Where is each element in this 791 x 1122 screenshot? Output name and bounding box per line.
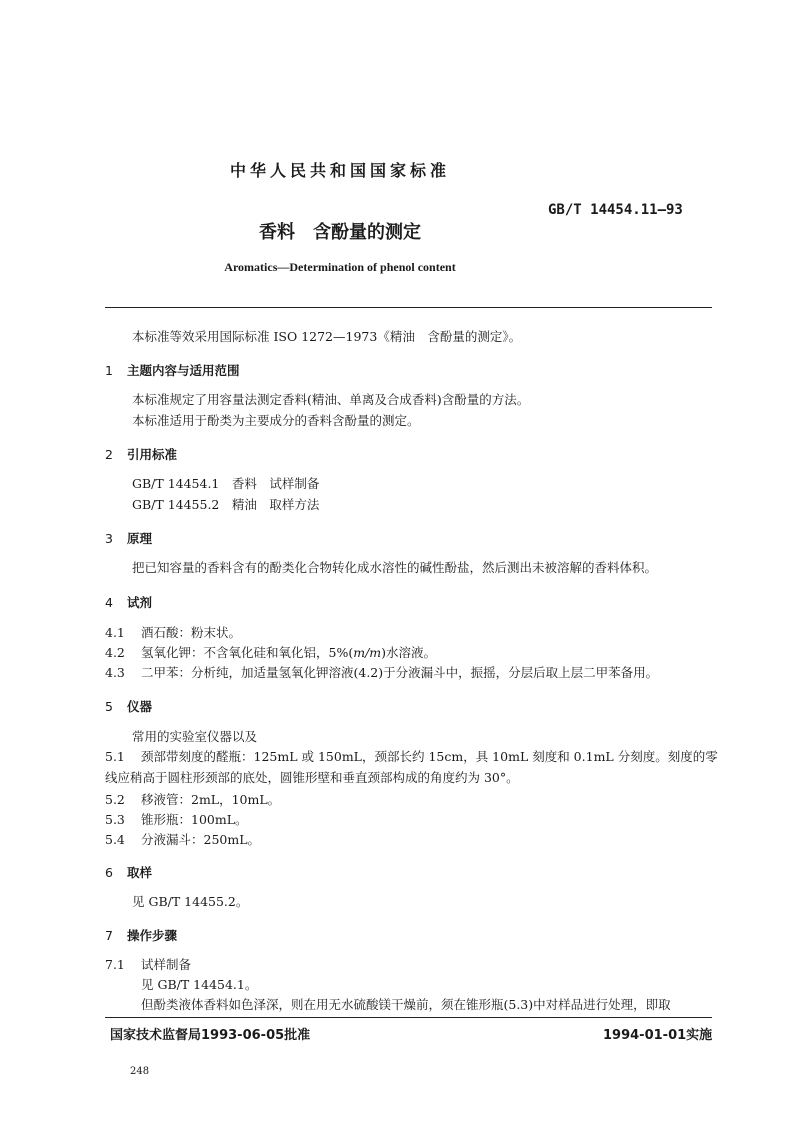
reagent-4-2 [105, 643, 436, 661]
section-7-number: 7 [105, 928, 113, 943]
apparatus-5-4-text: 分液漏斗：250mL。 [141, 832, 261, 847]
section-5-heading [105, 697, 152, 715]
reagent-4-1-number: 4.1 [105, 625, 125, 640]
section-4-number: 4 [105, 595, 113, 610]
section-4-title: 试剂 [127, 595, 153, 610]
approval-date: 国家技术监督局1993-06-05批准 [110, 1028, 311, 1043]
apparatus-5-1-continued: 线应稍高于圆柱形颈部的底处，圆锥形壁和垂直颈部构成的角度约为 30°。 [105, 770, 519, 785]
section-1-heading [105, 361, 240, 379]
page-number: 248 [130, 1066, 150, 1077]
apparatus-5-3-number: 5.3 [105, 812, 125, 827]
english-title: Aromatics—Determination of phenol content [224, 260, 456, 274]
reagent-4-2-number: 4.2 [105, 645, 125, 660]
intro-paragraph: 本标准等效采用国际标准 ISO 1272—1973《精油 含酚量的测定》。 [132, 329, 522, 344]
section-1-number: 1 [105, 363, 113, 378]
procedure-7-1-text: 试样制备 [141, 957, 192, 972]
header-divider [105, 307, 712, 308]
reagent-4-3 [105, 663, 658, 681]
section-7-heading [105, 926, 177, 944]
apparatus-5-3 [105, 810, 248, 828]
section-2-title: 引用标准 [127, 447, 178, 462]
section-3-heading [105, 529, 152, 547]
apparatus-5-2-text: 移液管：2mL，10mL。 [141, 792, 281, 807]
section-5-title: 仪器 [127, 699, 153, 714]
section-5-intro: 常用的实验室仪器以及 [132, 729, 258, 744]
standard-number: GB/T 14454.11—93 [548, 202, 683, 218]
document-title [0, 218, 680, 244]
section-1-title: 主题内容与适用范围 [127, 363, 240, 378]
section-4-heading [105, 593, 152, 611]
reagent-4-2-unit: m/m [353, 645, 382, 660]
procedure-7-1-paragraph-1: 见 GB/T 14454.1。 [141, 977, 258, 992]
section-3-title: 原理 [127, 531, 153, 546]
effective-date: 1994-01-01实施 [603, 1028, 713, 1043]
reagent-4-3-text: 二甲苯：分析纯，加适量氢氧化钾溶液(4.2)于分液漏斗中，振摇，分层后取上层二甲苯备用。 [141, 665, 659, 680]
apparatus-5-1-text: 颈部带刻度的醛瓶：125mL 或 150mL，颈部长约 15cm，具 10mL 刻度和 0.1mL 分刻度。刻度的零 [141, 749, 718, 764]
reference-2: GB/T 14455.2 精油 取样方法 [132, 497, 320, 512]
reagent-4-1-text: 酒石酸：粉末状。 [141, 625, 242, 640]
reagent-4-2-text-a: 氢氧化钾：不含氧化硅和氧化铝，5%( [141, 645, 354, 660]
section-6-paragraph: 见 GB/T 14455.2。 [132, 894, 249, 909]
section-7-title: 操作步骤 [127, 928, 178, 943]
national-standard-heading: 中华人民共和国国家标准 [229, 161, 450, 180]
title-part-1: 香料 [259, 222, 295, 243]
apparatus-5-2 [105, 790, 280, 808]
section-5-number: 5 [105, 699, 113, 714]
title-part-2: 含酚量的测定 [313, 222, 421, 243]
reagent-4-1 [105, 623, 241, 641]
procedure-7-1-number: 7.1 [105, 957, 125, 972]
section-3-paragraph: 把已知容量的香料含有的酚类化合物转化成水溶性的碱性酚盐，然后测出未被溶解的香料体积。 [132, 560, 658, 575]
apparatus-5-1-number: 5.1 [105, 749, 125, 764]
reagent-4-3-number: 4.3 [105, 665, 125, 680]
footer-divider [105, 1017, 712, 1018]
section-1-paragraph-2: 本标准适用于酚类为主要成分的香料含酚量的测定。 [132, 413, 420, 428]
apparatus-5-1 [105, 747, 718, 765]
section-2-heading [105, 445, 177, 463]
apparatus-5-4 [105, 830, 260, 848]
reference-1: GB/T 14454.1 香料 试样制备 [132, 476, 320, 491]
section-6-heading [105, 863, 152, 881]
section-1-paragraph-1: 本标准规定了用容量法测定香料(精油、单离及合成香料)含酚量的方法。 [132, 392, 530, 407]
procedure-7-1 [105, 955, 191, 973]
section-3-number: 3 [105, 531, 113, 546]
apparatus-5-3-text: 锥形瓶：100mL。 [141, 812, 248, 827]
apparatus-5-2-number: 5.2 [105, 792, 125, 807]
reagent-4-2-text-b: )水溶液。 [381, 645, 437, 660]
procedure-7-1-paragraph-2: 但酚类液体香料如色泽深，则在用无水硫酸镁干燥前，须在锥形瓶(5.3)中对样品进行处理，即取 [141, 997, 671, 1012]
section-2-number: 2 [105, 447, 113, 462]
section-6-number: 6 [105, 865, 113, 880]
apparatus-5-4-number: 5.4 [105, 832, 125, 847]
section-6-title: 取样 [127, 865, 153, 880]
